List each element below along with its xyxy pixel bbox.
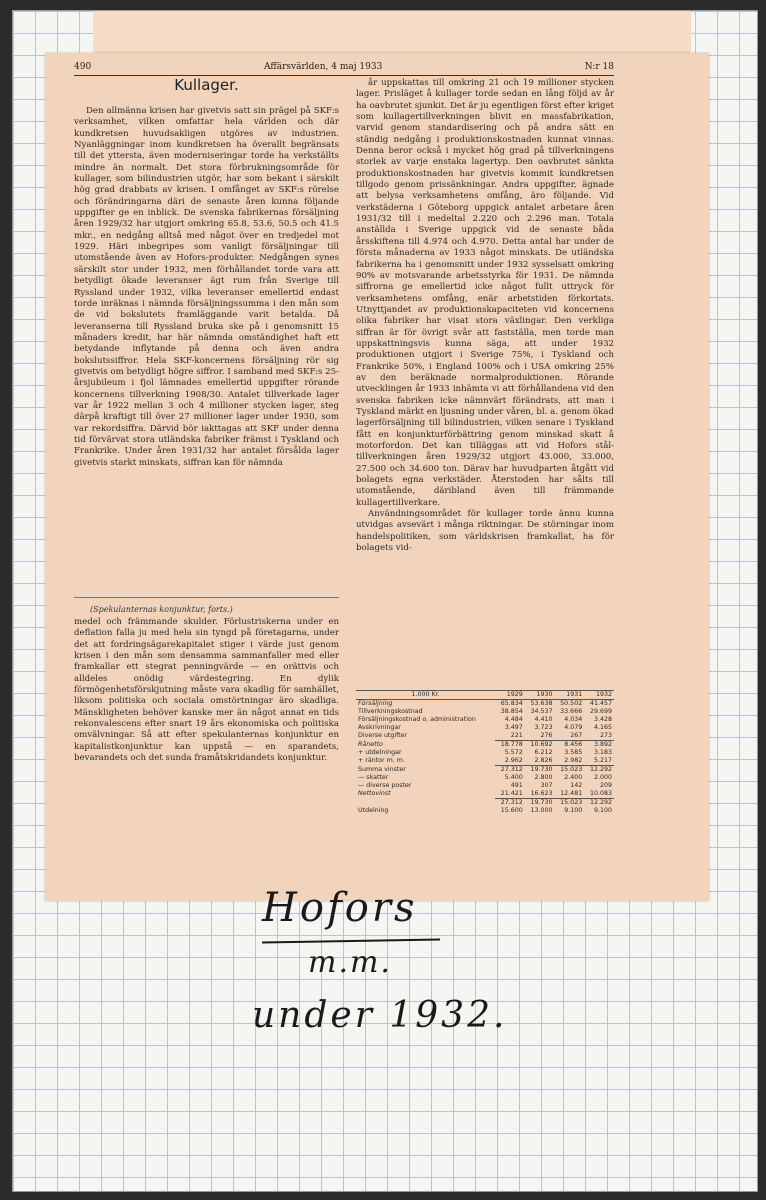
table-row (356, 799, 614, 808)
row-label: — skatter (358, 774, 389, 781)
row-value: 4.484 (504, 716, 523, 723)
year-header: 1932 (584, 691, 614, 700)
handwritten-note-line3: under 1932. (252, 995, 508, 1036)
table-row (356, 790, 614, 799)
article-title: Kullager. (174, 76, 239, 94)
table-row (356, 708, 614, 716)
year-header: 1930 (525, 691, 555, 700)
row-label: Utdelning (358, 807, 389, 814)
row-value: 12.292 (584, 799, 614, 808)
row-label: + räntor m. m. (358, 757, 405, 765)
row-value: 267 (570, 732, 583, 739)
page-header (74, 62, 614, 76)
row-label: + utdelningar (358, 749, 402, 756)
year-header: 1931 (555, 691, 585, 700)
row-label: Summa vinster (358, 765, 406, 773)
row-value: 12.292 (584, 766, 614, 775)
row-value: 33.666 (560, 708, 583, 715)
row-value: 209 (599, 782, 612, 789)
row-label: Nettovinst (358, 790, 391, 798)
row-value: 15.023 (555, 799, 585, 808)
table-row (356, 700, 614, 709)
handwritten-note-line1: Hofors (262, 885, 418, 931)
table-row (356, 724, 614, 732)
row-label: Tillverkningskostnad (358, 708, 423, 715)
table-row (356, 807, 614, 815)
table-row (356, 732, 614, 741)
row-value: 3.892 (584, 741, 614, 750)
row-value: 221 (510, 732, 523, 739)
handwritten-note-line2: m.m. (308, 945, 392, 980)
continuation-column (74, 617, 339, 764)
row-value: 2.400 (564, 774, 583, 781)
row-value: 6.212 (534, 749, 553, 756)
row-value: 15.023 (555, 766, 585, 775)
continuation-text: medel och främmande skulder. Förlustriskerna under en deflation falla ju med hela sin tyngd på företagarna, under det att fordringsägarekapitalet stiger i värde just genom krisen i den mån som densamma sammanfaller med eller framkallar ett stegrat penningvärde — en orättvis och alldeles onödig värdestegring. En dylik förmögenhetsförskjutning måste vara skadlig för samhället, liksom politiska och sociala omstörtningar äro skadliga. Mänskligheten behöver kanske mer än något annat en tids rekonvalescens efter snart 19 års ekonomiska och politiska omvälvningar. Så att efter spekulanternas konjunktur en kapitalistkonjunktur kan uppstå — en sparandets, bevarandets och det sunda framåtskridandets konjunktur. (74, 617, 339, 764)
table-row (356, 741, 614, 750)
row-value: 2.826 (534, 757, 553, 764)
row-value: 34.537 (530, 708, 553, 715)
article-column-1 (74, 106, 339, 469)
row-value: 307 (540, 782, 553, 789)
row-value: 2.000 (593, 774, 612, 781)
row-value: 2.982 (564, 757, 583, 764)
row-value: 41.457 (589, 700, 612, 707)
issue-number: N:r 18 (584, 62, 614, 72)
article-paragraph: Den allmänna krisen har givetvis satt sin prägel på SKF:s verksamhet, vilken omfattar hela världen och där kundkretsen huvudsakligen utgöres av industrien. Nyanläggningar inom kundkretsen ha överallt begränsats till det yttersta, även moderniseringar torde ha verkställts mindre än normalt. Det stora förbrukningsområde för kullager, som bilindustrien utgör, har som bekant i särskilt hög grad drabbats av krisen. I omfånget av SKF:s rörelse och förändringarna däri de senaste åren kunna följande uppgifter ge en inblick. De svenska fabrikernas försäljning åren 1929/32 har utgjort omkring 65.8, 53.6, 50.5 och 41.5 mkr., en nedgång alltså med något över en tredjedel mot 1929. Häri inbegripes som vanligt försäljningar till utomstående även av Hofors-produkter. Nedgången synes särskilt stor under 1932, men förhållandet torde vara att betydligt ökade leveranser ägt rum från Sverige till Ryssland under 1932, vilka leveranser emellertid endast torde inräknas i nämnda försäljningssumma i den mån som de vid bokslutets framläggande varit betalda. Då leveranserna till Ryssland bruka ske på i genomsnitt 15 månaders kredit, har här nämnda omständighet haft ett betydande inflytande på denna och även andra bokslutssiffror. Hela SKF-koncernens försäljning rör sig givetvis om betydligt högre siffror. I samband med SKF:s 25-årsjubileum i fjol lämnades emellertid uppgifter rörande koncernens tillverkning 1908/30. Antalet tillverkade lager var år 1922 mellan 3 och 4 millioner stycken lager, steg därpå kraftigt till över 27 millioner lager under 1930, som var rekordsiffra. Därvid bör iakttagas att SKF under denna tid förvärvat stora utländska fabriker främst i Tyskland och Frankrike. Under åren 1931/32 har antalet försålda lager givetvis starkt minskats, siffran kan för nämnda (74, 106, 339, 468)
page-number: 490 (74, 62, 92, 72)
row-label: Avskrivningar (358, 724, 401, 731)
table-unit: 1.000 Kr. (356, 691, 495, 700)
table-row (356, 716, 614, 724)
row-value: 50.502 (560, 700, 583, 707)
article-column-2 (356, 78, 614, 554)
row-value: 276 (540, 732, 553, 739)
article-paragraph: Användningsområdet för kullager torde ännu kunna utvidgas avsevärt i många riktningar. De störningar inom handelspolitiken, som världskrisen framkallat, ha för bolagets vid- (356, 509, 614, 554)
row-value: 4.410 (534, 716, 553, 723)
row-value: 5.217 (593, 757, 612, 764)
row-value: 9.100 (564, 807, 583, 814)
row-value: 21.421 (500, 790, 523, 797)
table-body (356, 700, 614, 816)
row-label (356, 799, 495, 808)
row-label: — diverse poster (358, 782, 412, 789)
row-value: 19.730 (525, 766, 555, 775)
row-value: 18.778 (495, 741, 525, 750)
row-value: 16.623 (530, 790, 553, 797)
row-value: 15.600 (500, 807, 523, 814)
row-label: Diverse utgifter (358, 732, 408, 740)
table-row (356, 757, 614, 766)
clipping-tab (93, 11, 691, 53)
article-paragraph: år uppskattas till omkring 21 och 19 millioner stycken lager. Prisläget å kullager torde sedan en lång följd av år ha oavbrutet sjunkit. Det är ju egentligen först efter kriget som kullagertillverkningen blivit en massfabrikation, varvid genom standardisering och på andra sätt en ständig nedgång i produktionskostnaden kunnat vinnas. Denna beror också i mycket hög grad på tillverkningens storlek av varje enstaka lagertyp. Den oavbrutet sänkta produktionskostnaden har givetvis kommit kundkretsen tillgodo genom prissänkningar. Andra uppgifter, ägnade att belysa verksamhetens omfång, äro följande. Vid verkstäderna i Göteborg uppgick antalet arbetare åren 1931/32 till i medeltal 2.220 och 2.296 man. Totala anställda i Sverige uppgick vid de senaste båda årsskiftena till 4.974 och 4.970. Detta antal har under de första månaderna av 1933 något minskats. De utländska fabrikerna ha i genomsnitt under 1932 sysselsatt omkring 90% av motsvarande arbetsstyrka för 1931. De nämnda siffrorna ge emellertid icke något fullt uttryck för verksamhetens omfång, enär arbetstiden förkortats. Utnyttjandet av produktionskapaciteten vid koncernens olika fabriker har visat stora växlingar. Den verkliga siffran är för övrigt svår att fastställa, men torde man uppskattningsvis kunna säga, att under 1932 produktionen utgjort i Sverige 75%, i Tyskland och Frankrike 50%, i England 100% och i USA omkring 25% av den beräknade normalproduktionen. Rörande utvecklingen år 1933 inhämta vi att förhållandena vid den svenska fabriken icke nämnvärt förändrats, att man i Tyskland märkt en ljusning under våren, bl. a. genom ökad lagerförsäljning till bilindustrien, vilken senare i Tyskland fått en konjunkturförbättring genom minskad skatt å motorfordon. Det kan tilläggas att vid Hofors ståltillverkningen åren 1929/32 utgjort 43.000, 33.000, 27.500 och 34.600 ton. Därav har huvudparten åtgått vid bolagets egna verkstäder. Återstoden har sålts till utomstående, däribland även till främmande kullagertillverkare. (356, 78, 614, 508)
row-value: 3.723 (534, 724, 553, 731)
row-value: 2.962 (504, 757, 523, 764)
row-value: 3.183 (593, 749, 612, 756)
row-value: 5.572 (504, 749, 523, 756)
row-label: Försäljning (358, 700, 393, 707)
row-value: 38.854 (500, 708, 523, 715)
row-value: 12.481 (560, 790, 583, 797)
year-header: 1929 (495, 691, 525, 700)
table-row (356, 782, 614, 790)
row-value: 3.428 (593, 716, 612, 723)
row-value: 273 (599, 732, 612, 739)
row-value: 27.312 (495, 799, 525, 808)
row-value: 27.312 (495, 766, 525, 775)
row-value: 2.800 (534, 774, 553, 781)
row-value: 142 (570, 782, 583, 789)
row-value: 10.692 (525, 741, 555, 750)
row-value: 5.400 (504, 774, 523, 781)
row-value: 19.730 (525, 799, 555, 808)
financial-table (356, 690, 614, 815)
table-row (356, 774, 614, 782)
table-row (356, 766, 614, 775)
row-value: 29.699 (589, 708, 612, 715)
row-value: 10.083 (589, 790, 612, 797)
table-header-row (356, 691, 614, 700)
row-value: 8.456 (555, 741, 585, 750)
row-value: 4.165 (593, 724, 612, 731)
publication-line: Affärsvärlden, 4 maj 1933 (264, 62, 383, 72)
section-divider (74, 597, 339, 598)
row-value: 9.100 (593, 807, 612, 814)
row-value: 3.497 (504, 724, 523, 731)
row-label: Försäljningskostnad o. administration (358, 716, 476, 723)
row-value: 4.079 (564, 724, 583, 731)
row-value: 491 (510, 782, 523, 789)
continuation-heading: (Spekulanternas konjunktur, forts.) (90, 605, 233, 614)
row-value: 4.034 (564, 716, 583, 723)
row-value: 3.585 (564, 749, 583, 756)
table-row (356, 749, 614, 757)
row-label: Rånetto (358, 740, 383, 748)
row-value: 65.834 (500, 700, 523, 707)
row-value: 53.638 (530, 700, 553, 707)
row-value: 13.000 (530, 807, 553, 814)
